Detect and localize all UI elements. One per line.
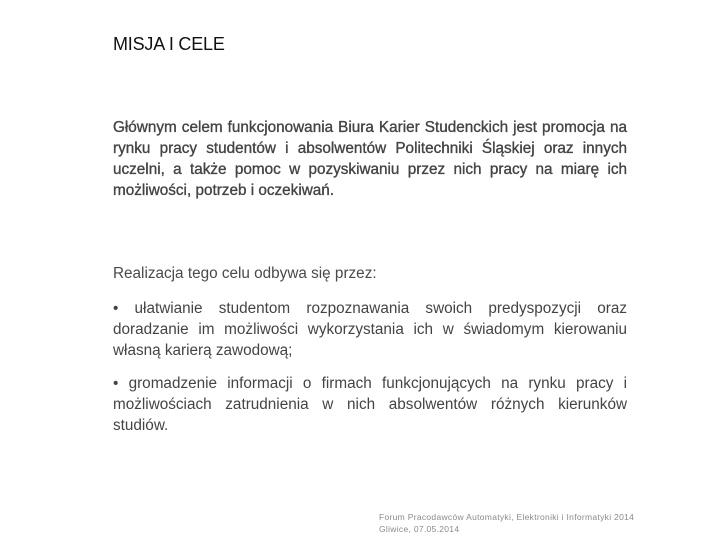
- footer-event-name: Forum Pracodawców Automatyki, Elektroniki i Informatyki 2014: [379, 512, 635, 522]
- mission-paragraph: Głównym celem funkcjonowania Biura Karier Studenckich jest promocja na rynku pracy studentów i absolwentów Politechniki Śląskiej oraz innych uczelni, a także pomoc w pozyskiwaniu przez nich pracy na miarę ich możliwości, potrzeb i oczekiwań.: [113, 119, 627, 199]
- footer-place-date: Gliwice, 07.05.2014: [379, 524, 460, 534]
- slide-title: MISJA I CELE: [113, 34, 225, 54]
- intro-paragraph: Realizacja tego celu odbywa się przez:: [113, 265, 377, 282]
- bullet-item: • ułatwianie studentom rozpoznawania swoich predyspozycji oraz doradzanie im możliwości wykorzystania ich w świadomym kierowaniu własną karierą zawodową;: [113, 300, 627, 359]
- bullet-item: • gromadzenie informacji o firmach funkcjonujących na rynku pracy i możliwościach zatrudnienia w nich absolwentów różnych kierunków studiów.: [113, 375, 627, 434]
- footer: [379, 511, 634, 535]
